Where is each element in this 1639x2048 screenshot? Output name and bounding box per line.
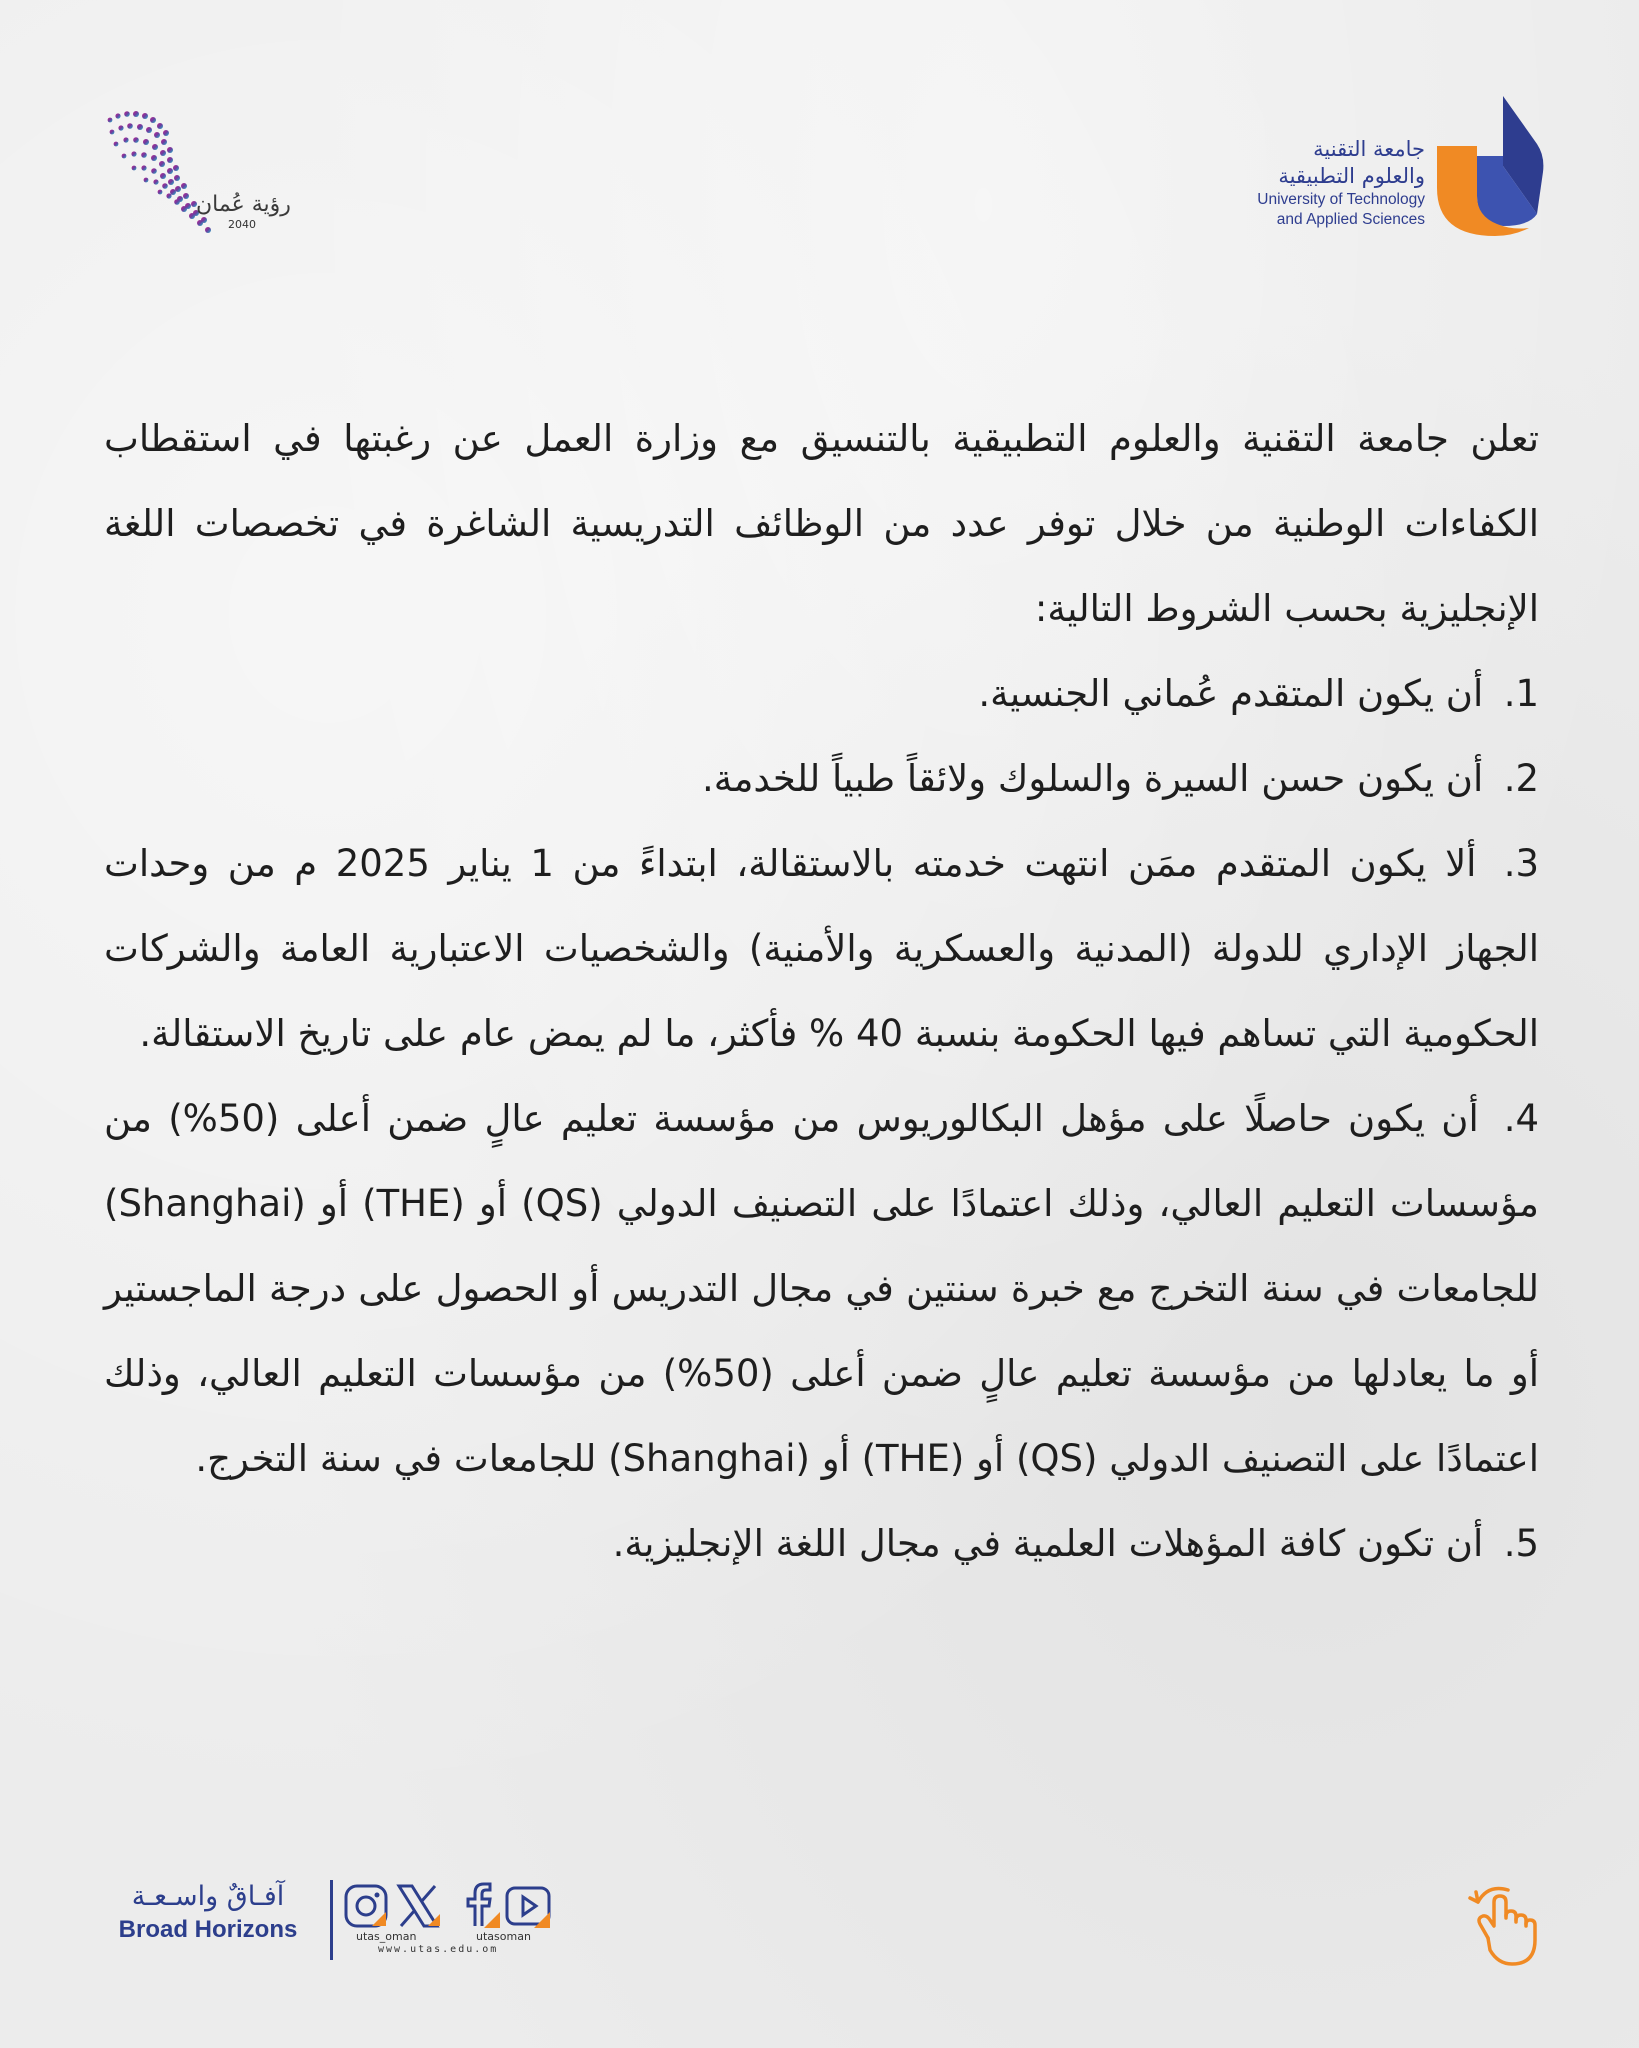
university-logo bbox=[1187, 96, 1547, 246]
university-mark-icon bbox=[1437, 96, 1547, 236]
swipe-hand-icon bbox=[1460, 1880, 1540, 1970]
condition-number: 3. bbox=[1503, 842, 1539, 885]
condition-item bbox=[104, 651, 1539, 736]
condition-number: 5. bbox=[1503, 1522, 1539, 1565]
facebook-icon[interactable] bbox=[454, 1882, 502, 1930]
condition-item bbox=[104, 1076, 1539, 1501]
university-name-en-line1: University of Technology bbox=[1257, 191, 1425, 208]
announcement-intro: تعلن جامعة التقنية والعلوم التطبيقية بالتنسيق مع وزارة العمل عن رغبتها في استقطاب الكفاءات الوطنية من خلال توفر عدد من الوظائف التدريسية الشاغرة في تخصصات اللغة الإنجليزية بحسب الشروط التالية: bbox=[104, 417, 1539, 630]
university-name-block bbox=[1257, 136, 1425, 230]
website-url[interactable]: www.utas.edu.om bbox=[378, 1944, 499, 1955]
social-links bbox=[342, 1880, 562, 1960]
condition-item bbox=[104, 1501, 1539, 1586]
social-handle-1[interactable]: utas_oman bbox=[356, 1930, 417, 1943]
university-name-ar-line2: والعلوم التطبيقية bbox=[1278, 164, 1425, 188]
vision-logo-year: 2040 bbox=[228, 218, 256, 231]
social-handle-2[interactable]: utasoman bbox=[476, 1930, 531, 1943]
university-name-en-line2: and Applied Sciences bbox=[1276, 211, 1425, 228]
vision-swirl-graphic bbox=[100, 100, 300, 240]
footer-divider bbox=[330, 1880, 333, 1960]
condition-text: أن يكون حاصلًا على مؤهل البكالوريوس من مؤسسة تعليم عالٍ ضمن أعلى (50%) من مؤسسات التعليم العالي، وذلك اعتمادًا على التصنيف الدولي (QS) أو (THE) أو (Shanghai) للجامعات في سنة التخرج مع خبرة سنتين في مجال التدريس أو الحصول على درجة الماجستير أو ما يعادلها من مؤسسة تعليم عالٍ ضمن أعلى (50%) من مؤسسات التعليم العالي، وذلك اعتمادًا على التصنيف الدولي (QS) أو (THE) أو (Shanghai) للجامعات في سنة التخرج. bbox=[104, 1097, 1539, 1480]
x-twitter-icon[interactable] bbox=[394, 1882, 442, 1930]
slogan-ar: آفـاقٌ واسـعـة bbox=[131, 1881, 285, 1912]
condition-item bbox=[104, 736, 1539, 821]
condition-text: ألا يكون المتقدم ممَن انتهت خدمته بالاستقالة، ابتداءً من 1 يناير 2025 م من وحدات الجهاز الإداري للدولة (المدنية والعسكرية والأمنية) والشخصيات الاعتبارية العامة والشركات الحكومية التي تساهم فيها الحكومة بنسبة 40 % فأكثر، ما لم يمض عام على تاريخ الاستقالة. bbox=[104, 842, 1539, 1055]
slogan-en: Broad Horizons bbox=[118, 1916, 298, 1943]
oman-vision-2040-logo bbox=[100, 100, 300, 240]
announcement-body bbox=[104, 396, 1539, 1586]
condition-text: أن يكون حسن السيرة والسلوك ولائقاً طبياً للخدمة. bbox=[702, 757, 1484, 800]
broad-horizons-slogan bbox=[98, 1880, 318, 1946]
condition-item bbox=[104, 821, 1539, 1076]
condition-number: 1. bbox=[1503, 672, 1539, 715]
condition-text: أن تكون كافة المؤهلات العلمية في مجال اللغة الإنجليزية. bbox=[612, 1522, 1484, 1565]
condition-number: 4. bbox=[1503, 1097, 1540, 1140]
youtube-icon[interactable] bbox=[504, 1882, 552, 1930]
instagram-icon[interactable] bbox=[342, 1882, 390, 1930]
condition-number: 2. bbox=[1503, 757, 1539, 800]
condition-text: أن يكون المتقدم عُماني الجنسية. bbox=[978, 672, 1484, 715]
vision-logo-label: رؤية عُمان bbox=[196, 192, 291, 217]
university-name-ar-line1: جامعة التقنية bbox=[1313, 137, 1425, 161]
